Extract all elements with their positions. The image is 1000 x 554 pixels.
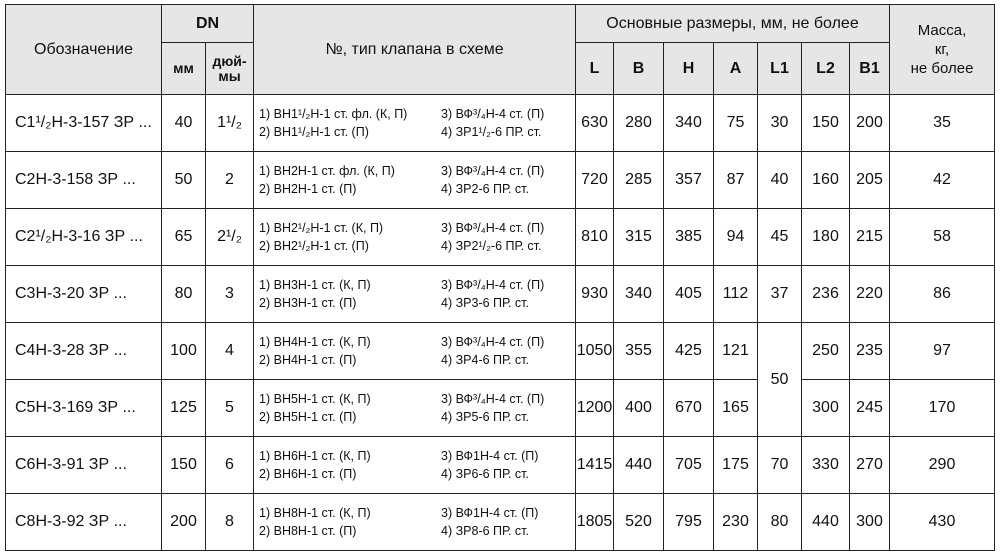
dim-B-cell: 315	[614, 209, 664, 266]
table-row	[6, 380, 995, 437]
header-dn-inch: дюй- мы	[206, 43, 254, 95]
valve-item: 3) ВФ³/₄Н-4 ст. (П)	[441, 164, 545, 178]
valve-item: 2) ВН1¹/₂Н-1 ст. (П)	[259, 125, 369, 139]
header-A: A	[714, 43, 758, 95]
valve-item: 2) ВН2Н-1 ст. (П)	[259, 182, 357, 196]
valve-item: 4) ЗР4-6 ПР. ст.	[441, 353, 529, 367]
dim-H-cell: 795	[664, 494, 714, 551]
dim-L-cell: 1050	[576, 323, 614, 380]
dim-B1-cell: 200	[850, 95, 890, 152]
header-designation: Обозначение	[6, 5, 162, 95]
valve-item: 1) ВН2¹/₂Н-1 ст. (К, П)	[259, 221, 384, 235]
designation-cell: С3Н-3-20 ЗР ...	[6, 266, 162, 323]
valve-list-cell	[254, 209, 576, 266]
dim-B1-cell: 245	[850, 380, 890, 437]
designation-cell: С2Н-3-158 ЗР ...	[6, 152, 162, 209]
mass-cell: 42	[890, 152, 995, 209]
valve-list-cell	[254, 266, 576, 323]
dim-L2-cell: 440	[802, 494, 850, 551]
table-row	[6, 95, 995, 152]
designation-cell: С1¹/₂Н-3-157 ЗР ...	[6, 95, 162, 152]
dim-B1-cell: 235	[850, 323, 890, 380]
table-row	[6, 494, 995, 551]
valve-list-cell	[254, 494, 576, 551]
dim-L1-cell: 37	[758, 266, 802, 323]
dim-L1-cell: 45	[758, 209, 802, 266]
dim-H-cell: 405	[664, 266, 714, 323]
dim-L-cell: 1805	[576, 494, 614, 551]
dim-L1-cell: 50	[758, 323, 802, 437]
valve-item: 1) ВН2Н-1 ст. фл. (К, П)	[259, 164, 395, 178]
header-L: L	[576, 43, 614, 95]
dim-B-cell: 440	[614, 437, 664, 494]
dim-L-cell: 1415	[576, 437, 614, 494]
dim-A-cell: 75	[714, 95, 758, 152]
mass-cell: 97	[890, 323, 995, 380]
header-valve: №, тип клапана в схеме	[254, 5, 576, 95]
dim-L2-cell: 236	[802, 266, 850, 323]
dim-A-cell: 165	[714, 380, 758, 437]
dim-L1-cell: 40	[758, 152, 802, 209]
valve-item: 4) ЗР2¹/₂-6 ПР. ст.	[441, 239, 542, 253]
dim-A-cell: 112	[714, 266, 758, 323]
dim-B1-cell: 270	[850, 437, 890, 494]
mass-cell: 170	[890, 380, 995, 437]
dim-L2-cell: 330	[802, 437, 850, 494]
valve-item: 2) ВН5Н-1 ст. (П)	[259, 410, 357, 424]
designation-cell: С6Н-3-91 ЗР ...	[6, 437, 162, 494]
table-row	[6, 323, 995, 380]
dn-mm-cell: 50	[162, 152, 206, 209]
valve-item: 3) ВФ1Н-4 ст. (П)	[441, 449, 539, 463]
header-B: B	[614, 43, 664, 95]
dim-L-cell: 1200	[576, 380, 614, 437]
designation-cell: С2¹/₂Н-3-16 ЗР ...	[6, 209, 162, 266]
dn-mm-cell: 150	[162, 437, 206, 494]
dim-B-cell: 355	[614, 323, 664, 380]
valve-item: 2) ВН8Н-1 ст. (П)	[259, 524, 357, 538]
dim-H-cell: 670	[664, 380, 714, 437]
valve-item: 3) ВФ1Н-4 ст. (П)	[441, 506, 539, 520]
dim-A-cell: 87	[714, 152, 758, 209]
dim-L2-cell: 300	[802, 380, 850, 437]
valve-item: 3) ВФ³/₄Н-4 ст. (П)	[441, 335, 545, 349]
dn-mm-cell: 200	[162, 494, 206, 551]
dim-L1-cell: 80	[758, 494, 802, 551]
dim-H-cell: 340	[664, 95, 714, 152]
dim-L-cell: 810	[576, 209, 614, 266]
valve-item: 2) ВН6Н-1 ст. (П)	[259, 467, 357, 481]
valve-item: 4) ЗР5-6 ПР. ст.	[441, 410, 529, 424]
valve-item: 2) ВН2¹/₂Н-1 ст. (П)	[259, 239, 369, 253]
valve-item: 4) ЗР1¹/₂-6 ПР. ст.	[441, 125, 542, 139]
dim-L2-cell: 150	[802, 95, 850, 152]
valve-item: 3) ВФ³/₄Н-4 ст. (П)	[441, 278, 545, 292]
valve-item: 2) ВН3Н-1 ст. (П)	[259, 296, 357, 310]
header-dn: DN	[162, 5, 254, 43]
valve-item: 3) ВФ³/₄Н-4 ст. (П)	[441, 221, 545, 235]
valve-item: 1) ВН1¹/₂Н-1 ст. фл. (К, П)	[259, 107, 408, 121]
dim-A-cell: 175	[714, 437, 758, 494]
mass-cell: 58	[890, 209, 995, 266]
table-row	[6, 209, 995, 266]
valve-item: 1) ВН3Н-1 ст. (К, П)	[259, 278, 371, 292]
dim-L-cell: 720	[576, 152, 614, 209]
valve-item: 4) ЗР6-6 ПР. ст.	[441, 467, 529, 481]
dim-B-cell: 400	[614, 380, 664, 437]
mass-cell: 86	[890, 266, 995, 323]
designation-cell: С4Н-3-28 ЗР ...	[6, 323, 162, 380]
dim-B-cell: 340	[614, 266, 664, 323]
valve-list-cell	[254, 437, 576, 494]
valve-list-cell	[254, 95, 576, 152]
valve-item: 1) ВН5Н-1 ст. (К, П)	[259, 392, 371, 406]
valve-item: 4) ЗР2-6 ПР. ст.	[441, 182, 529, 196]
valve-item: 3) ВФ³/₄Н-4 ст. (П)	[441, 392, 545, 406]
dn-mm-cell: 100	[162, 323, 206, 380]
valve-item: 4) ЗР8-6 ПР. ст.	[441, 524, 529, 538]
dn-mm-cell: 125	[162, 380, 206, 437]
dim-L1-cell: 30	[758, 95, 802, 152]
valve-item: 2) ВН4Н-1 ст. (П)	[259, 353, 357, 367]
valve-item: 1) ВН6Н-1 ст. (К, П)	[259, 449, 371, 463]
dim-L-cell: 930	[576, 266, 614, 323]
valve-item: 1) ВН8Н-1 ст. (К, П)	[259, 506, 371, 520]
dim-L1-cell: 70	[758, 437, 802, 494]
valve-list-cell	[254, 152, 576, 209]
dn-inch-cell: 2¹/₂	[206, 209, 254, 266]
header-B1: B1	[850, 43, 890, 95]
mass-cell: 35	[890, 95, 995, 152]
dim-B-cell: 520	[614, 494, 664, 551]
header-H: H	[664, 43, 714, 95]
header-mass: Масса, кг, не более	[890, 5, 995, 95]
valve-item: 1) ВН4Н-1 ст. (К, П)	[259, 335, 371, 349]
dn-mm-cell: 80	[162, 266, 206, 323]
dn-inch-cell: 5	[206, 380, 254, 437]
dim-H-cell: 357	[664, 152, 714, 209]
dim-B-cell: 280	[614, 95, 664, 152]
dim-B1-cell: 215	[850, 209, 890, 266]
dim-H-cell: 385	[664, 209, 714, 266]
table-row	[6, 266, 995, 323]
dim-B1-cell: 300	[850, 494, 890, 551]
valve-list-cell	[254, 380, 576, 437]
dn-inch-cell: 2	[206, 152, 254, 209]
header-dn-mm: мм	[162, 43, 206, 95]
dim-H-cell: 705	[664, 437, 714, 494]
dn-inch-cell: 1¹/₂	[206, 95, 254, 152]
dim-L2-cell: 250	[802, 323, 850, 380]
dim-A-cell: 94	[714, 209, 758, 266]
header-dimensions: Основные размеры, мм, не более	[576, 5, 890, 43]
valve-list-cell	[254, 323, 576, 380]
dim-B1-cell: 205	[850, 152, 890, 209]
table-row	[6, 152, 995, 209]
dn-inch-cell: 8	[206, 494, 254, 551]
dn-inch-cell: 6	[206, 437, 254, 494]
designation-cell: С8Н-3-92 ЗР ...	[6, 494, 162, 551]
dim-L-cell: 630	[576, 95, 614, 152]
dim-L2-cell: 160	[802, 152, 850, 209]
specs-table	[5, 4, 995, 551]
dim-B1-cell: 220	[850, 266, 890, 323]
mass-cell: 430	[890, 494, 995, 551]
dn-mm-cell: 40	[162, 95, 206, 152]
dim-A-cell: 121	[714, 323, 758, 380]
dim-L2-cell: 180	[802, 209, 850, 266]
header-L2: L2	[802, 43, 850, 95]
mass-cell: 290	[890, 437, 995, 494]
valve-item: 3) ВФ³/₄Н-4 ст. (П)	[441, 107, 545, 121]
dn-inch-cell: 3	[206, 266, 254, 323]
dn-inch-cell: 4	[206, 323, 254, 380]
designation-cell: С5Н-3-169 ЗР ...	[6, 380, 162, 437]
dim-B-cell: 285	[614, 152, 664, 209]
dim-A-cell: 230	[714, 494, 758, 551]
header-L1: L1	[758, 43, 802, 95]
table-row	[6, 437, 995, 494]
dn-mm-cell: 65	[162, 209, 206, 266]
valve-item: 4) ЗР3-6 ПР. ст.	[441, 296, 529, 310]
dim-H-cell: 425	[664, 323, 714, 380]
